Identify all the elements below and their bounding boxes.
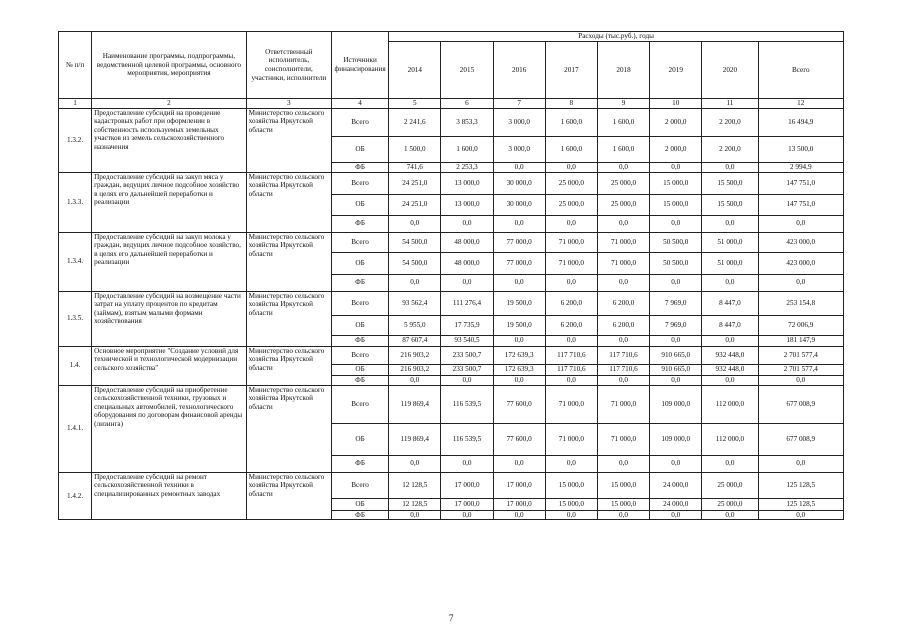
row-value: 117 710,6 (545, 346, 597, 364)
row-value: 0,0 (493, 162, 545, 172)
row-value: 910 665,0 (650, 346, 702, 364)
column-number: 5 (389, 99, 441, 109)
page-number: 7 (449, 613, 454, 623)
row-value: 25 000,0 (597, 194, 649, 215)
row-value: 17 000,0 (493, 498, 545, 510)
table-row (59, 172, 844, 194)
row-value: 15 000,0 (545, 498, 597, 510)
row-value: 0,0 (650, 375, 702, 385)
row-value: 0,0 (758, 510, 843, 520)
row-value: 0,0 (650, 455, 702, 472)
table-row (59, 232, 844, 252)
row-source: Всего (331, 172, 388, 194)
row-value: 1 600,0 (597, 108, 649, 136)
row-value: 2 200,0 (702, 108, 758, 136)
row-source: ФБ (331, 215, 388, 232)
row-value: 3 000,0 (493, 136, 545, 162)
row-source: Всего (331, 346, 388, 364)
row-value: 25 000,0 (597, 172, 649, 194)
row-value: 2 000,0 (650, 136, 702, 162)
column-number: 12 (758, 99, 843, 109)
row-executor: Министерство сельского хозяйства Иркутской области (246, 108, 331, 172)
row-value: 1 600,0 (597, 136, 649, 162)
row-value: 0,0 (650, 335, 702, 346)
row-source: ФБ (331, 335, 388, 346)
row-value: 112 000,0 (702, 385, 758, 423)
column-number: 10 (650, 99, 702, 109)
row-value: 423 000,0 (758, 252, 843, 274)
table-row (59, 472, 844, 498)
row-value: 112 000,0 (702, 423, 758, 455)
row-value: 71 000,0 (597, 423, 649, 455)
column-number: 7 (493, 99, 545, 109)
row-value: 0,0 (597, 162, 649, 172)
row-value: 0,0 (441, 375, 493, 385)
row-value: 147 751,0 (758, 172, 843, 194)
row-value: 93 540,5 (441, 335, 493, 346)
row-value: 25 000,0 (545, 194, 597, 215)
header-name: Наименование программы, подпрограммы, ведомственной целевой программы, основного мероприятия, мероприятия (92, 32, 247, 99)
row-value: 677 008,9 (758, 385, 843, 423)
row-value: 0,0 (702, 215, 758, 232)
row-source: ОБ (331, 136, 388, 162)
row-value: 117 710,6 (597, 346, 649, 364)
row-value: 13 000,0 (441, 194, 493, 215)
row-source: Всего (331, 232, 388, 252)
column-number: 1 (59, 99, 92, 109)
row-source: Всего (331, 108, 388, 136)
row-value: 0,0 (545, 335, 597, 346)
column-number: 9 (597, 99, 649, 109)
row-value: 233 500,7 (441, 364, 493, 375)
row-value: 77 600,0 (493, 385, 545, 423)
header-year: 2016 (493, 42, 545, 99)
row-value: 1 600,0 (545, 108, 597, 136)
column-number: 11 (702, 99, 758, 109)
row-value: 0,0 (650, 510, 702, 520)
table-row (59, 108, 844, 136)
row-value: 12 128,5 (389, 498, 441, 510)
table-row (59, 291, 844, 315)
row-source: ФБ (331, 162, 388, 172)
row-value: 0,0 (597, 455, 649, 472)
header-total: Всего (758, 42, 843, 99)
row-number: 1.4.1. (59, 385, 92, 472)
row-value: 19 500,0 (493, 291, 545, 315)
row-value: 6 200,0 (545, 291, 597, 315)
row-value: 15 500,0 (702, 194, 758, 215)
row-value: 0,0 (389, 510, 441, 520)
row-name: Предоставление субсидий на возмещение части затрат на уплату процентов по кредитам (займам), взятым малыми формами хозяйствования (92, 291, 247, 346)
row-value: 7 969,0 (650, 291, 702, 315)
row-value: 0,0 (545, 162, 597, 172)
row-value: 15 000,0 (545, 472, 597, 498)
row-source: Всего (331, 291, 388, 315)
financing-table (58, 31, 844, 520)
row-source: ОБ (331, 194, 388, 215)
row-value: 423 000,0 (758, 232, 843, 252)
row-value: 25 000,0 (702, 498, 758, 510)
row-value: 15 500,0 (702, 172, 758, 194)
row-value: 8 447,0 (702, 315, 758, 335)
row-source: ФБ (331, 510, 388, 520)
row-value: 2 701 577,4 (758, 346, 843, 364)
row-value: 677 008,9 (758, 423, 843, 455)
row-value: 87 607,4 (389, 335, 441, 346)
row-value: 172 639,3 (493, 364, 545, 375)
row-executor: Министерство сельского хозяйства Иркутской области (246, 291, 331, 346)
header-number: № п/п (59, 32, 92, 99)
row-executor: Министерство сельского хозяйства Иркутской области (246, 385, 331, 472)
row-value: 125 128,5 (758, 498, 843, 510)
row-value: 51 000,0 (702, 252, 758, 274)
row-value: 6 200,0 (597, 315, 649, 335)
row-value: 0,0 (758, 375, 843, 385)
row-source: ФБ (331, 274, 388, 291)
row-value: 0,0 (389, 455, 441, 472)
row-value: 0,0 (441, 274, 493, 291)
row-value: 216 903,2 (389, 346, 441, 364)
row-source: Всего (331, 385, 388, 423)
header-year: 2020 (702, 42, 758, 99)
row-value: 17 735,9 (441, 315, 493, 335)
row-number: 1.3.4. (59, 232, 92, 291)
row-value: 910 665,0 (650, 364, 702, 375)
row-value: 0,0 (702, 375, 758, 385)
row-value: 2 701 577,4 (758, 364, 843, 375)
row-value: 0,0 (389, 375, 441, 385)
row-value: 24 251,0 (389, 194, 441, 215)
row-value: 30 000,0 (493, 172, 545, 194)
row-value: 233 500,7 (441, 346, 493, 364)
row-value: 0,0 (545, 375, 597, 385)
row-executor: Министерство сельского хозяйства Иркутской области (246, 172, 331, 232)
row-value: 0,0 (597, 335, 649, 346)
row-value: 0,0 (597, 375, 649, 385)
column-number: 4 (331, 99, 388, 109)
header-row (59, 32, 844, 42)
header-year: 2014 (389, 42, 441, 99)
row-name: Основное мероприятие "Создание условий для технической и технологической модернизации сельского хозяйства" (92, 346, 247, 385)
row-value: 0,0 (702, 510, 758, 520)
row-value: 77 000,0 (493, 232, 545, 252)
row-source: ОБ (331, 498, 388, 510)
row-value: 0,0 (650, 215, 702, 232)
table-row (59, 385, 844, 423)
row-value: 0,0 (493, 510, 545, 520)
row-name: Предоставление субсидий на проведение кадастровых работ при оформлении в собственность используемых земельных участков из земель сельскохозяйственного назначения (92, 108, 247, 172)
row-value: 109 000,0 (650, 423, 702, 455)
row-value: 72 006,9 (758, 315, 843, 335)
row-value: 13 500,0 (758, 136, 843, 162)
row-value: 24 000,0 (650, 498, 702, 510)
row-source: Всего (331, 472, 388, 498)
row-value: 25 000,0 (702, 472, 758, 498)
row-value: 19 500,0 (493, 315, 545, 335)
row-value: 0,0 (597, 510, 649, 520)
row-value: 15 000,0 (650, 194, 702, 215)
row-value: 13 000,0 (441, 172, 493, 194)
row-value: 2 241,6 (389, 108, 441, 136)
row-value: 93 562,4 (389, 291, 441, 315)
row-value: 48 000,0 (441, 252, 493, 274)
row-value: 48 000,0 (441, 232, 493, 252)
table-row (59, 346, 844, 364)
row-value: 15 000,0 (597, 472, 649, 498)
row-value: 71 000,0 (545, 252, 597, 274)
row-source: ОБ (331, 423, 388, 455)
row-value: 0,0 (702, 274, 758, 291)
row-value: 216 903,2 (389, 364, 441, 375)
row-number: 1.3.2. (59, 108, 92, 172)
row-value: 1 600,0 (441, 136, 493, 162)
row-value: 2 253,3 (441, 162, 493, 172)
header-year: 2019 (650, 42, 702, 99)
row-value: 0,0 (650, 162, 702, 172)
row-value: 3 000,0 (493, 108, 545, 136)
row-value: 0,0 (545, 455, 597, 472)
header-year: 2017 (545, 42, 597, 99)
row-value: 109 000,0 (650, 385, 702, 423)
row-value: 932 448,0 (702, 364, 758, 375)
row-number: 1.4.2. (59, 472, 92, 520)
row-value: 119 869,4 (389, 423, 441, 455)
row-value: 2 000,0 (650, 108, 702, 136)
row-value: 125 128,5 (758, 472, 843, 498)
row-value: 0,0 (758, 274, 843, 291)
row-value: 0,0 (493, 335, 545, 346)
row-value: 0,0 (493, 215, 545, 232)
header-executor: Ответственный исполнитель, соисполнители, участники, исполнители (246, 32, 331, 99)
row-number: 1.4. (59, 346, 92, 385)
row-value: 0,0 (493, 375, 545, 385)
row-value: 253 154,8 (758, 291, 843, 315)
row-value: 54 500,0 (389, 252, 441, 274)
row-number: 1.3.3. (59, 172, 92, 232)
column-numbering-row (59, 99, 844, 109)
row-value: 8 447,0 (702, 291, 758, 315)
row-value: 0,0 (545, 274, 597, 291)
row-name: Предоставление субсидий на приобретение сельскохозяйственной техники, грузовых и специальных автомобилей, технологического оборудования по договорам финансовой аренды (лизинга) (92, 385, 247, 472)
row-value: 0,0 (758, 215, 843, 232)
row-value: 25 000,0 (545, 172, 597, 194)
row-value: 77 000,0 (493, 252, 545, 274)
column-number: 3 (246, 99, 331, 109)
row-value: 2 200,0 (702, 136, 758, 162)
row-value: 0,0 (545, 215, 597, 232)
row-value: 932 448,0 (702, 346, 758, 364)
row-value: 0,0 (441, 215, 493, 232)
row-value: 1 500,0 (389, 136, 441, 162)
row-value: 17 000,0 (441, 472, 493, 498)
row-value: 0,0 (702, 335, 758, 346)
row-value: 0,0 (650, 274, 702, 291)
row-value: 0,0 (597, 274, 649, 291)
row-value: 117 710,6 (597, 364, 649, 375)
row-value: 30 000,0 (493, 194, 545, 215)
header-year: 2015 (441, 42, 493, 99)
column-number: 6 (441, 99, 493, 109)
row-source: ОБ (331, 315, 388, 335)
row-value: 24 000,0 (650, 472, 702, 498)
row-source: ОБ (331, 252, 388, 274)
row-source: ОБ (331, 364, 388, 375)
row-value: 71 000,0 (545, 423, 597, 455)
row-value: 0,0 (597, 215, 649, 232)
row-value: 0,0 (545, 510, 597, 520)
row-value: 17 000,0 (493, 472, 545, 498)
row-value: 15 000,0 (597, 498, 649, 510)
row-value: 119 869,4 (389, 385, 441, 423)
row-name: Предоставление субсидий на закуп молока у граждан, ведущих личное подсобное хозяйство, в целях его дальнейшей переработки и реализации (92, 232, 247, 291)
row-value: 71 000,0 (545, 232, 597, 252)
row-value: 741,6 (389, 162, 441, 172)
header-expenses: Расходы (тыс.руб.), годы (389, 32, 844, 42)
row-value: 0,0 (702, 455, 758, 472)
header-year: 2018 (597, 42, 649, 99)
row-value: 24 251,0 (389, 172, 441, 194)
row-value: 0,0 (441, 455, 493, 472)
row-value: 0,0 (758, 455, 843, 472)
row-number: 1.3.5. (59, 291, 92, 346)
row-value: 2 994,9 (758, 162, 843, 172)
row-executor: Министерство сельского хозяйства Иркутской области (246, 232, 331, 291)
row-value: 0,0 (441, 510, 493, 520)
row-value: 0,0 (493, 274, 545, 291)
row-value: 15 000,0 (650, 172, 702, 194)
row-value: 50 500,0 (650, 252, 702, 274)
row-value: 0,0 (389, 274, 441, 291)
row-value: 1 600,0 (545, 136, 597, 162)
row-value: 17 000,0 (441, 498, 493, 510)
row-executor: Министерство сельского хозяйства Иркутской области (246, 346, 331, 385)
row-value: 50 500,0 (650, 232, 702, 252)
row-value: 116 539,5 (441, 423, 493, 455)
column-number: 8 (545, 99, 597, 109)
row-value: 51 000,0 (702, 232, 758, 252)
row-value: 5 955,0 (389, 315, 441, 335)
column-number: 2 (92, 99, 247, 109)
row-value: 12 128,5 (389, 472, 441, 498)
row-value: 71 000,0 (597, 232, 649, 252)
row-value: 6 200,0 (597, 291, 649, 315)
row-value: 71 000,0 (545, 385, 597, 423)
row-name: Предоставление субсидий на закуп мяса у граждан, ведущих личное подсобное хозяйство в целях его дальнейшей переработки и реализации (92, 172, 247, 232)
row-value: 3 853,3 (441, 108, 493, 136)
row-value: 71 000,0 (597, 252, 649, 274)
row-executor: Министерство сельского хозяйства Иркутской области (246, 472, 331, 520)
row-value: 181 147,9 (758, 335, 843, 346)
row-value: 0,0 (702, 162, 758, 172)
row-value: 6 200,0 (545, 315, 597, 335)
row-value: 0,0 (389, 215, 441, 232)
row-value: 7 969,0 (650, 315, 702, 335)
row-value: 71 000,0 (597, 385, 649, 423)
row-value: 117 710,6 (545, 364, 597, 375)
row-value: 172 639,3 (493, 346, 545, 364)
row-value: 54 500,0 (389, 232, 441, 252)
row-value: 77 600,0 (493, 423, 545, 455)
header-source: Источники финансирования (331, 32, 388, 99)
row-value: 116 539,5 (441, 385, 493, 423)
row-source: ФБ (331, 375, 388, 385)
row-value: 16 494,9 (758, 108, 843, 136)
row-value: 147 751,0 (758, 194, 843, 215)
row-value: 111 276,4 (441, 291, 493, 315)
row-source: ФБ (331, 455, 388, 472)
row-value: 0,0 (493, 455, 545, 472)
row-name: Предоставление субсидий на ремонт сельскохозяйственной техники в специализированных ремонтных заводах (92, 472, 247, 520)
